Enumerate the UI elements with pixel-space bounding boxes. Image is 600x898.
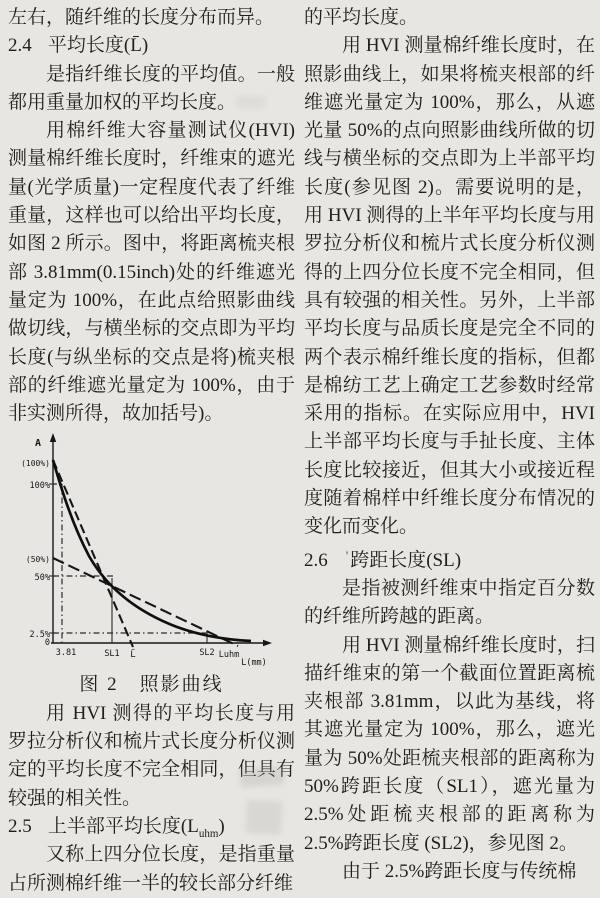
- section-title: 跨距长度(SL): [350, 549, 462, 571]
- section-number: 2.6: [304, 549, 328, 571]
- ytick-50p-label: (50%): [25, 555, 50, 565]
- section-heading-2-6: [304, 542, 595, 575]
- ytick-100-label: 100%: [29, 481, 50, 492]
- xtick-luhm-label: Luhm: [218, 650, 240, 661]
- section-number: 2.5: [8, 815, 32, 837]
- stray-tick-mark: ': [345, 547, 349, 563]
- tangent-line-mean-length: [53, 460, 133, 647]
- section-number: 2.4: [8, 35, 32, 57]
- left-column: [8, 4, 295, 898]
- scan-artifact: [239, 766, 284, 787]
- paragraph: 是指被测纤维束中指定百分数的纤维所跨越的距离。: [304, 577, 595, 628]
- x-axis-arrow-icon: [263, 640, 272, 646]
- xtick-3-81-label: 3.81: [55, 648, 77, 659]
- paragraph: 用 HVI 测量棉纤维长度时，扫描纤维束的第一个截面位置距离梳夹根部 3.81mm，以此为基线，将其遮光量定为 100%，那么，遮光量为 50%处距梳夹根部的距离称为 50%跨距长度（SL1），遮光量为 2.5%处距梳夹根部的距离称为 2.5%跨距长度 (SL2)，参见图 2。: [304, 634, 595, 854]
- paragraph: 是指纤维长度的平均值。一般都用重量加权的平均长度。: [8, 63, 295, 113]
- y-axis-arrow-icon: [50, 433, 56, 442]
- section-title: 平均长度(L̄): [47, 35, 149, 57]
- ytick-0-label: 0: [44, 638, 50, 649]
- paragraph: 用棉纤维大容量测试仪(HVI)测量棉纤维长度时，纤维束的遮光量(光学质量)一定程度代表了纤维重量，这样也可以给出平均长度，如图 2 所示。图中，将距离梳夹根部 3.81mm(0.15inch)处的纤维遮光量定为 100%，在此点给照影曲线做切线，与横坐标的交点即为平均长度(与纵坐标的交点是将)梳夹根部的纤维遮光量定为 100%，由于非实测所得，故加括号)。: [8, 120, 295, 425]
- xtick-sl2-label: SL2: [199, 648, 215, 659]
- xtick-lbar-label: L̄: [130, 650, 136, 661]
- paragraph: 用 HVI 测量棉纤维长度时，在照影曲线上，如果将梳夹根部的纤维遮光量定为 100%，那么，从遮光量 50%的点向照影曲线所做的切线与横坐标的交点即为上半部平均长度(参见图 2)。需要说明的是，用 HVI 测得的上半年平均长度与用罗拉分析仪和梳片式长度分析仪测得的上四分位长度不完全相同，但具有较强的相关性。另外，上半部平均长度与品质长度是完全不同的两个表示棉纤维长度的指标，但都是棉纺工艺上确定工艺参数时经常采用的指标。在实际应用中，HVI 上半部平均长度与手扯长度、主体长度比较接近，但其大小或接近程度随着棉样中纤维长度分布情况的变化而变化。: [304, 35, 595, 538]
- ytick-2-5-label: 2.5%: [29, 630, 50, 641]
- ytick-100p-label: (100%): [21, 459, 50, 469]
- paragraph-continuation: 的平均长度。: [304, 7, 419, 28]
- xtick-sl1-label: SL1: [104, 649, 120, 660]
- right-column: [304, 4, 595, 886]
- scan-artifact: [236, 96, 266, 108]
- section-title: 上半部平均长度$(L_{uhm})$: [47, 815, 225, 840]
- fibrogram-chart: [16, 432, 278, 670]
- paragraph-continuation: 左右，随纤维的长度分布而异。: [8, 7, 275, 28]
- figure-caption: 图 2 照影曲线: [79, 674, 224, 696]
- paragraph: 用 HVI 测得的平均长度与用罗拉分析仪和梳片式长度分析仪测定的平均长度不完全相同，但具有较强的相关性。: [8, 702, 295, 809]
- subscript-uhm: uhm: [198, 827, 219, 840]
- paragraph: 由于 2.5%跨距长度与传统棉: [342, 860, 577, 882]
- ytick-50-label: 50%: [34, 573, 50, 584]
- section-heading-2-4: [8, 32, 295, 60]
- paragraph: 又称上四分位长度，是指重量占所测棉纤维一半的较长部分纤维: [8, 844, 295, 894]
- fibrogram-figure: [16, 432, 278, 670]
- fibrogram-curve: [53, 460, 251, 641]
- x-axis-label: L(mm): [241, 658, 267, 669]
- y-axis-label: A: [34, 438, 42, 450]
- scan-artifact: [245, 799, 283, 835]
